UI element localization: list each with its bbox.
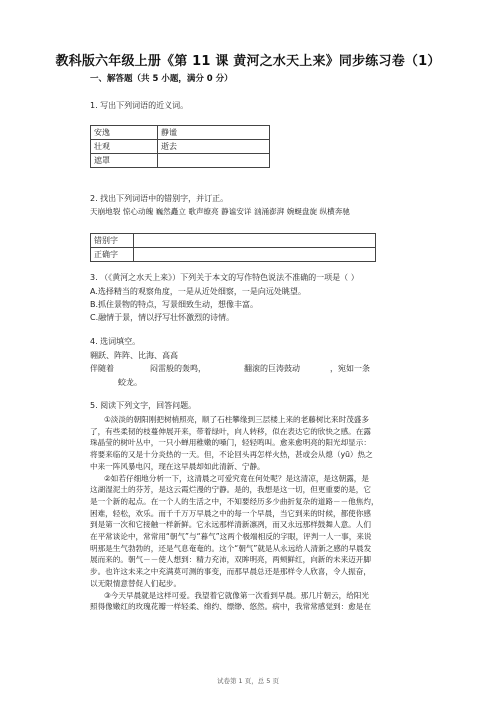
passage-line: 以无限情意替促人们起步。: [90, 578, 182, 588]
blank-text: 翻滚的巨涛鼓动: [244, 364, 300, 373]
page-footer: 试卷第 1 页，总 5 页: [216, 677, 280, 685]
passage-line: ①淡淡的朝阳刚把树梢照亮，顺了石柱攀缘到三层楼上来的老藤树比来时茂盛多: [104, 415, 369, 424]
table-cell: 错别字: [91, 234, 134, 248]
passage-line: 中来一阵风暴电闪，现在这早晨却如此清新、宁静。: [90, 461, 265, 471]
question-1-prompt: 1. 写出下列词语的近义词。: [90, 101, 189, 110]
passage-line: 困难，轻松，欢乐。而千千万万早晨之中的每一个早晨，当它到来的时候，都使你感: [90, 508, 371, 518]
passage-line: 将要来临的又是十分炎热的一天。但，不论回头再怎样火热，甚或会从熄（yū）热之: [90, 450, 373, 460]
passage-line: ③今天早晨就是这样可爱。我望着它就像第一次看到早晨。那几片朝云，给阳光: [104, 590, 369, 600]
passage-line: 这湖湿泥土的芬芳，是这云霞烂漫的宁静。是的，我想是这一切，但更重要的是，它: [90, 485, 371, 495]
option-b: B.抓住景物的特点，写景细致生动，想像丰富。: [90, 300, 259, 309]
passage-line: 是一个新的起点。在一个人的生活之中，不知要经历多少曲折复杂的道路－－他焦灼，: [90, 496, 379, 506]
question-5-prompt: 5. 阅读下列文字，回答问题。: [90, 401, 197, 410]
table-cell: 逝去: [158, 140, 270, 154]
question-4-words: 翱跃、阵阵、比海、高高: [90, 351, 178, 360]
table-cell: [134, 248, 376, 262]
table-row: [91, 140, 270, 154]
blank-text: ，宛如一条: [330, 364, 370, 373]
table-cell: 安逸: [91, 126, 158, 140]
table-cell: [158, 154, 270, 168]
table-row: [91, 154, 270, 168]
page-title: 教科版六年级上册《第 11 课 黄河之水天上来》同步练习卷（1）: [55, 54, 441, 69]
table-row: [91, 248, 376, 262]
question-1-table: [90, 125, 270, 168]
blank-text: 伴随着: [90, 364, 114, 373]
table-cell: [134, 234, 376, 248]
table-cell: 遮罩: [91, 154, 158, 168]
option-a: A.选择精当的观察角度，一是从近处细察，一是向远处眺望。: [90, 287, 306, 296]
passage-line: 了，有些柔韧的枝蔓伸展开来，带着绿叶，向人转移，似在表达它的欣快之感。在露: [90, 426, 371, 436]
blank-text: 闷雷般的轰鸣，: [150, 364, 206, 373]
passage-line: 照得像嫩红的玫瑰花瓣一样轻柔、绵约、缥缈、悠然。病中，我常常感觉到：愈是在: [90, 602, 371, 612]
passage-line: 步。也许这未来之中充满莫可测的事变，而那早晨总还是那样令人欣喜，令人振奋，: [90, 567, 371, 577]
table-cell: 正确字: [91, 248, 134, 262]
question-4-prompt: 4. 选词填空。: [90, 337, 141, 346]
passage-line: 在平常谈论中，常常用“朝气”与“暮气”这两个极端相反的字眼，评判一人一事，来说: [90, 532, 372, 541]
table-cell: 静谧: [158, 126, 270, 140]
question-4-line-2: 蛟龙。: [118, 378, 142, 387]
question-3-prompt: 3. （《黄河之水天上来》）下列关于本文的写作特色说法不准确的一项是（ ）: [90, 273, 359, 282]
question-4-line-1: [90, 363, 370, 374]
option-c: C.融情于景，情以抒写壮怀激烈的诗情。: [90, 313, 235, 322]
passage-line: 到是第一次和它接触一样新鲜。它永远那样清新凛冽，而又永远那样鼓舞人意。人们: [90, 520, 371, 530]
question-2-table: [90, 233, 376, 262]
passage-line: 明那是生气勃勃的，还是气息奄奄的。这个“朝气”就是从永远给人清新之感的早晨发: [90, 543, 372, 553]
table-row: [91, 126, 270, 140]
section-heading: 一、解答题（共 5 小题，满分 0 分）: [90, 74, 233, 84]
table-cell: 壮观: [91, 140, 158, 154]
passage-line: ②如若仔细地分析一下，这清晨之可爱究竟在何处呢？是这清凉，是这朝露，是: [104, 473, 369, 483]
question-2-words: 天崩地裂 惊心动魄 巍然矗立 歌声缭亮 静谧安详 汹涌澎湃 婉蜒盘旋 纵横奔驰: [90, 207, 350, 216]
passage-line: 珠晶莹的树叶丛中，一只小蝉用稚嫩的嗓门，轻轻鸣叫。愈来愈明亮的阳光却显示：: [90, 438, 371, 448]
question-2-prompt: 2. 找出下列词语中的错别字，并订正。: [90, 194, 229, 203]
passage-line: 展而来的。朝气－－使人想到：精力充沛，双眸明亮，两颊鲜红，向新的未来迈开脚: [90, 555, 371, 565]
table-row: [91, 234, 376, 248]
